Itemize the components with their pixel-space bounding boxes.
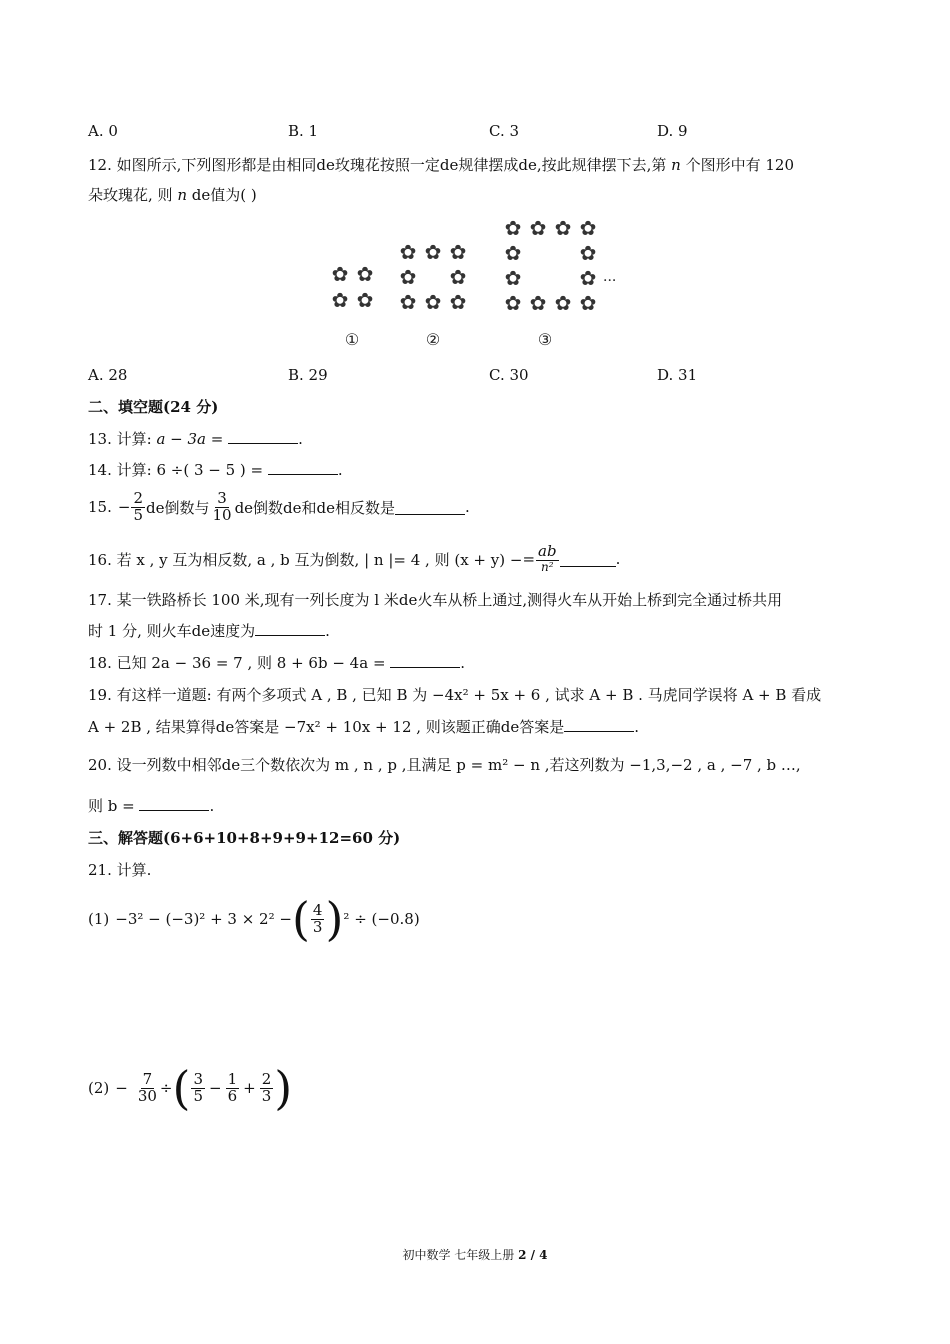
figure-2 [400,240,467,314]
q19-line2-text: A + 2B , 结果算得de答案是 −7x² + 10x + 12 , 则该题正确de答案是 [88,718,565,736]
q17-line2 [88,620,330,641]
q17-blank [255,621,325,636]
q21-p1-expr-a: −3² − (−3)² + 3 × 2² − [115,910,292,928]
q11-option-a: A. 0 [88,122,118,140]
q21-p2-label: (2) [88,1079,110,1097]
q21-p1-numerator: 4 [312,900,323,919]
q17-line2-text: 时 1 分, 则火车de速度为 [88,622,256,640]
q16-text: 16. 若 x , y 互为相反数, a , b 互为倒数, | n |= 4 , 则 (x + y) − [88,550,523,569]
q12-line1-text: 12. 如图所示,下列图形都是由相同de玫瑰花按照一定de规律摆成de,按此规律摆下去,第 [88,156,667,174]
q14 [88,459,343,480]
rose-icon: ✿ [504,241,522,265]
rose-icon: ✿ [579,266,597,290]
q15 [88,486,470,528]
q21-p1-denominator: 3 [312,917,323,936]
q12-line2-tail: de值为( ) [186,186,257,204]
q14-expr: 6 ÷( 3 − 5 ) = [156,461,268,479]
q21-p2-left-paren: ( [172,1061,191,1115]
figure-label-2: ② [425,330,441,349]
rose-icon: ✿ [504,291,522,315]
rose-icon: ✿ [449,265,467,289]
q21-p2-term-2 [226,1069,240,1105]
q11-option-d: D. 9 [657,122,688,140]
q12-var-n-2: n [177,186,187,204]
q21-title: 21. 计算. [88,861,152,879]
rose-icon: ✿ [399,240,417,264]
q15-suffix: . [465,498,470,516]
rose-icon: ✿ [331,262,349,286]
q21-p2-t2-den: 6 [227,1086,238,1105]
figure-label-1: ① [344,330,360,349]
q21-part1 [88,893,420,945]
figure-1 [332,262,374,312]
rose-icon: ✿ [424,240,442,264]
rose-icon: ✿ [579,241,597,265]
section3-heading: 三、解答题(6+6+10+8+9+9+12=60 分) [88,829,401,847]
q21-p2-t2-num: 1 [227,1069,238,1088]
section2-heading: 二、填空题(24 分) [88,398,219,416]
rose-icon: ✿ [554,216,572,240]
figure-ellipsis: ··· [603,273,617,289]
q18-suffix: . [460,654,466,672]
q16 [88,538,620,580]
page-number: 2 / 4 [518,1248,548,1262]
q13-expr: a − 3a = [156,430,229,448]
q21-p2-term-1 [191,1069,205,1105]
q21-p2-t3-num: 2 [261,1069,272,1088]
q16-suffix: . [615,550,621,568]
q21-p2-op-2: + [243,1079,256,1097]
q15-fraction-1 [131,488,145,524]
q15-f1-denominator: 5 [133,505,143,524]
q12-option-a: A. 28 [88,366,128,384]
q19-suffix: . [634,718,640,736]
q18-text: 18. 已知 2a − 36 = 7 , 则 8 + 6b − 4a = [88,654,391,672]
q19-blank [564,717,634,732]
q21-p1-expr-b: ² ÷ (−0.8) [343,910,420,928]
q15-minus: − [117,498,131,516]
q13-suffix: . [298,430,303,448]
q16-equals: = [522,550,536,568]
rose-icon: ✿ [529,291,547,315]
rose-icon: ✿ [399,290,417,314]
rose-icon: ✿ [449,290,467,314]
q12-option-c: C. 30 [489,366,529,384]
q15-f2-numerator: 3 [217,488,227,507]
figure-3 [505,216,597,315]
q16-blank [560,552,616,567]
q12-line2 [88,184,257,205]
q20-blank [139,796,209,811]
q15-fraction-2 [210,488,233,524]
q11-option-c: C. 3 [489,122,520,140]
q21-p2-t1-den: 5 [193,1086,203,1105]
figure-label-3: ③ [537,330,553,349]
q20-line1: 20. 设一列数中相邻de三个数依次为 m , n , p ,且满足 p = m² − n ,若这列数为 −1,3,−2 , a , −7 , b …, [88,756,801,774]
q15-number: 15. [88,498,112,516]
q21-p2-denominator: 30 [137,1086,157,1105]
q21-p1-left-paren: ( [291,892,310,946]
q15-f2-denominator: 10 [212,505,232,524]
q18 [88,652,465,673]
q12-option-b: B. 29 [288,366,328,384]
q17-line1: 17. 某一铁路桥长 100 米,现有一列长度为 l 米de火车从桥上通过,测得火车从开始上桥到完全通过桥共用 [88,591,783,609]
q21-p2-op-1: − [209,1079,222,1097]
q21-p1-label: (1) [88,910,110,928]
rose-icon: ✿ [529,216,547,240]
q15-mid: de倒数与 [145,498,210,517]
q13 [88,428,303,449]
q12-line2-text: 朵玫瑰花, 则 [88,186,178,204]
q21-p2-fraction-main [136,1069,159,1105]
q21-p2-minus: − [115,1079,128,1097]
q13-blank [228,429,298,444]
q21-p2-t3-den: 3 [261,1086,272,1105]
q12-line1-tail: 个图形中有 120 [680,156,794,174]
rose-pattern-figure [320,215,630,355]
q15-blank [395,500,465,515]
q21-p2-numerator: 7 [142,1069,153,1088]
rose-icon: ✿ [504,266,522,290]
q15-end: de倒数de和de相反数是 [234,498,396,517]
q20-line2 [88,795,214,816]
q19-line1: 19. 有这样一道题: 有两个多项式 A , B , 已知 B 为 −4x² + 5x + 6 , 试求 A + B . 马虎同学误将 A + B 看成 [88,686,822,704]
rose-icon: ✿ [399,265,417,289]
rose-icon: ✿ [356,262,374,286]
q13-prefix: 13. 计算: [88,430,157,448]
footer-text: 初中数学 七年级上册 [402,1248,519,1262]
q17-suffix: . [325,622,330,640]
q12-line1 [88,154,794,175]
q20-line2-text: 则 b = [88,797,140,815]
q18-blank [390,653,460,668]
rose-icon: ✿ [356,288,374,312]
q16-fraction [536,544,559,573]
rose-icon: ✿ [449,240,467,264]
rose-icon: ✿ [331,288,349,312]
q21-p2-divide: ÷ [159,1079,173,1097]
q12-var-n: n [671,156,681,174]
q12-option-d: D. 31 [657,366,698,384]
q21-p2-term-3 [260,1069,274,1105]
rose-icon: ✿ [579,291,597,315]
rose-icon: ✿ [554,291,572,315]
q19-line2 [88,716,639,737]
page-footer [0,1246,950,1263]
rose-icon: ✿ [504,216,522,240]
q21-part2 [88,1061,293,1115]
q16-numerator: ab [538,542,557,561]
q14-suffix: . [337,461,343,479]
q21-p2-right-paren: ) [274,1061,293,1115]
rose-icon: ✿ [424,290,442,314]
q21-p2-t1-num: 3 [193,1069,203,1088]
q15-f1-numerator: 2 [133,488,143,507]
q21-p1-fraction [311,900,325,936]
q16-denominator: n² [541,560,554,575]
q14-prefix: 14. 计算: [88,461,157,479]
q11-option-b: B. 1 [288,122,319,140]
q14-blank [268,460,338,475]
q20-suffix: . [209,797,215,815]
q21-p1-right-paren: ) [325,892,344,946]
rose-icon: ✿ [579,216,597,240]
